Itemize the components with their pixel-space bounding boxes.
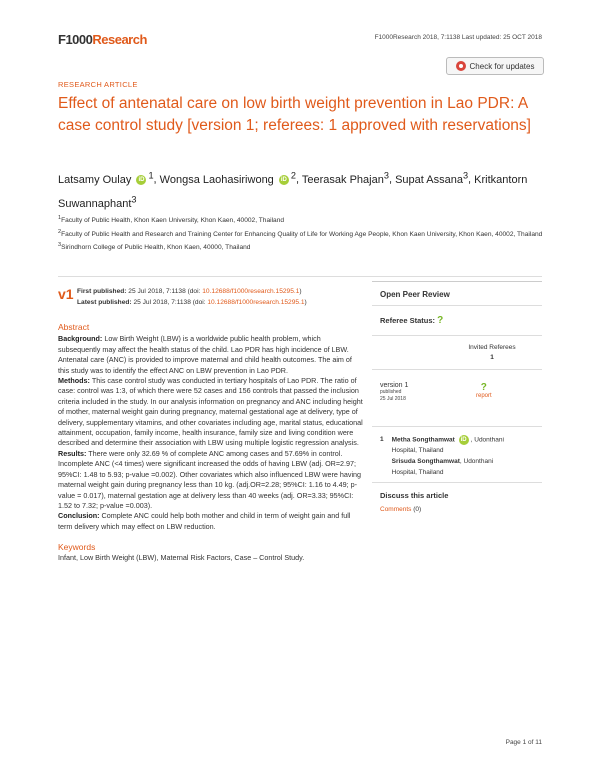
status-question-icon: ? <box>437 315 444 326</box>
referee-report[interactable] <box>476 382 492 399</box>
referee-list: 1 Metha Songthamwat iD , Udonthani Hospital, Thailand Srisuda Songthamwat, Udonthani Hospital, Thailand <box>380 436 504 476</box>
author[interactable]: Kritkantorn Suwannaphant$^3$ <box>58 173 528 211</box>
referee-status: Referee Status: ? <box>380 315 444 326</box>
author[interactable]: Teerasak Phajan$^3$ <box>301 170 389 186</box>
open-peer-review-heading: Open Peer Review <box>380 290 450 299</box>
author[interactable]: Latsamy Oulay iD $^1$ <box>58 170 154 186</box>
keywords: Infant, Low Birth Weight (LBW), Maternal Risk Factors, Case – Control Study. <box>58 552 305 562</box>
article-title: Effect of antenatal care on low birth weight prevention in Lao PDR: A case control study [version 1; referees: 1 approved with reservations] <box>58 95 531 134</box>
affiliation: $^2$Faculty of Public Health and Research and Training Center for Enhancing Quality of Life for Working Age People, Khon Kaen University, Khon Kaen, 40002, Thailand <box>58 228 543 238</box>
crossmark-icon <box>456 61 466 71</box>
doi-link[interactable]: 10.12688/f1000research.15295.1 <box>207 299 305 306</box>
first-published: First published: 25 Jul 2018, 7:1138 (doi: 10.12688/f1000research.15295.1) <box>77 288 302 295</box>
orcid-icon[interactable]: iD <box>280 176 287 183</box>
referee[interactable]: Srisuda Songthamwat, Udonthani <box>391 457 494 465</box>
discuss-heading: Discuss this article <box>380 491 449 501</box>
abstract-background: Background: Low Birth Weight (LBW) is a worldwide public health problem, which subsequently may affect the health status of the child. Lao PDR has high incidence of LBW. Antenatal care (ANC) is provided to improve maternal and child health outcomes. The aim of this study was to identify the effect ANC on LBW prevention in Lao PDR. <box>58 334 352 375</box>
orcid-icon[interactable]: iD <box>460 437 467 443</box>
keywords-heading: Keywords <box>58 542 96 553</box>
abstract-results: Results: There were only 32.69 % of complete ANC among cases and 57.69% in control. Incomplete ANC (<4 times) were significant increased the odds of having LBW (adj. OR=2.97; 95%CI: 1.48 to 5.93; p-value =0.002). Other covariates which also influenced LBW were having maternal weight gain during pregnancy less than 10 kg. (adj.OR=2.28; 95%CI: 1.16 to 4.49; p-value = 0.017), maternal gestation age at delivery less than 40 weeks (adj. OR=3.33; 95%CI: 1.52 to 7.32; p-value =0.003). <box>58 448 362 510</box>
peer-review-sidebar <box>372 281 542 515</box>
article-type: RESEARCH ARTICLE <box>58 80 138 89</box>
author[interactable]: Supat Assana$^3$ <box>395 170 469 186</box>
affiliation: $^1$Faculty of Public Health, Khon Kaen University, Khon Kaen, 40002, Thailand <box>58 215 285 225</box>
report-question-icon: ? <box>480 382 487 393</box>
affiliations <box>58 213 548 254</box>
abstract-conclusion: Conclusion: Complete ANC could help both mother and child in term of weight gain and full term delivery which may effect on LBW reduction. <box>58 511 351 531</box>
latest-published: Latest published: 25 Jul 2018, 7:1138 (doi: 10.12688/f1000research.15295.1) <box>77 299 307 306</box>
referee[interactable]: Metha Songthamwat iD , Udonthani <box>391 436 504 444</box>
version-mark: v1 <box>58 286 74 302</box>
comments: Comments (0) <box>380 506 422 514</box>
version-row: version 1 published 25 Jul 2018 ? report <box>380 382 492 402</box>
citation-line: F1000Research 2018, 7:1138 Last updated: 25 OCT 2018 <box>374 34 542 41</box>
f1000research-logo: F1000Research <box>58 32 147 47</box>
publication-info <box>77 286 307 308</box>
divider <box>58 276 542 277</box>
page-number: Page 1 of 11 <box>505 739 542 746</box>
orcid-icon[interactable]: iD <box>138 176 145 183</box>
report-link[interactable]: report <box>476 393 492 399</box>
check-for-updates-button[interactable]: Check for updates <box>446 57 544 75</box>
abstract-section <box>58 322 363 563</box>
abstract-methods: Methods: This case control study was conducted in tertiary hospitals of Lao PDR. The ratio of case: control was 1:3, of which there were 52 cases and 156 controls that passed the inclusion criteria included in the study. In our analysis information on pregnancy and ANC including height of mother, maternal weight gain during pregnancy, maternal gestational age at delivery, type of delivery, supplementary vitamins, and other covariates including age, marital status, educational attainment, occupation, family income, health insurance, family size and living condition were described and determine their association with LBW using multiple logistic regression analysis. <box>58 376 363 448</box>
author[interactable]: Wongsa Laohasiriwong iD $^2$ <box>159 170 296 186</box>
abstract-heading: Abstract <box>58 322 90 332</box>
doi-link[interactable]: 10.12688/f1000research.15295.1 <box>202 288 300 295</box>
affiliation: $^3$Sirindhorn College of Public Health, Khon Kaen, 40000, Thailand <box>58 242 251 252</box>
invited-referees: Invited Referees 1 <box>468 344 516 361</box>
author-list: Latsamy Oulay iD $^1$, Wongsa Laohasiriwong iD $^2$, Teerasak Phajan$^3$, Supat Assana$^3$, Kritkantorn Suwannaphant$^3$ <box>58 170 528 211</box>
comments-link[interactable]: Comments <box>380 506 412 514</box>
